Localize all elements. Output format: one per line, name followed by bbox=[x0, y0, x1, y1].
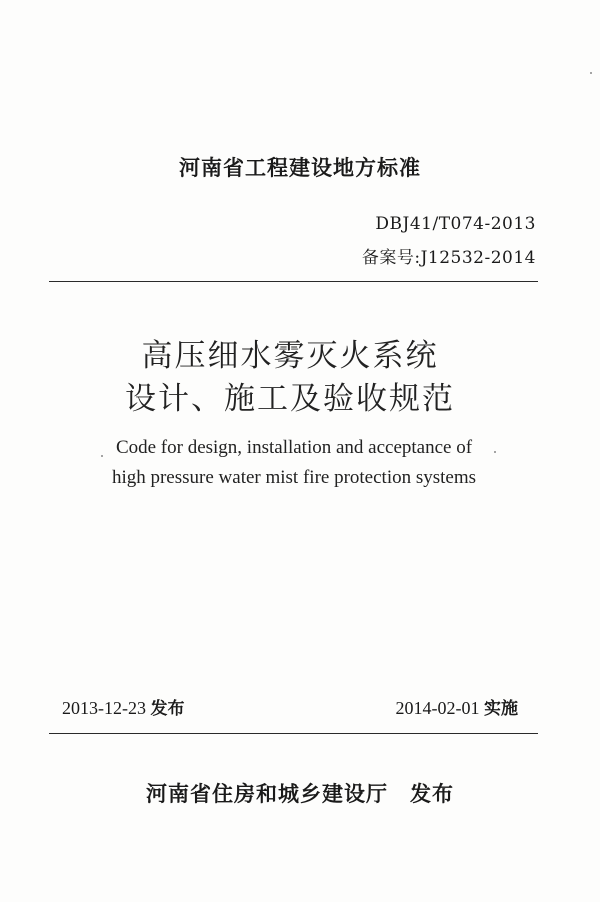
implement-date: 2014-02-01 bbox=[395, 698, 480, 718]
publisher-name: 河南省住房和城乡建设厅 bbox=[146, 782, 388, 806]
standard-number: DBJ41/T074-2013 bbox=[375, 214, 536, 234]
issue-date: 2013-12-23 bbox=[62, 698, 146, 718]
implement-label: 实施 bbox=[484, 699, 518, 719]
title-cn-line1: 高压细水雾灭火系统 bbox=[141, 338, 439, 374]
title-cn-line2: 设计、施工及验收规范 bbox=[125, 381, 455, 417]
publisher-line bbox=[0, 778, 600, 808]
implement-date-block bbox=[396, 694, 519, 719]
scan-speck bbox=[101, 455, 103, 457]
scan-speck bbox=[590, 72, 592, 74]
title-en-line2: high pressure water mist fire protection systems bbox=[111, 467, 477, 488]
title-en-line1: Code for design, installation and acceptance of bbox=[115, 437, 473, 458]
record-number: 备案号:J12532-2014 bbox=[361, 248, 536, 268]
issue-label: 发布 bbox=[150, 699, 185, 719]
publisher-action: 发布 bbox=[410, 782, 454, 806]
bottom-divider bbox=[49, 733, 538, 734]
scan-speck bbox=[494, 451, 496, 453]
issue-date-block bbox=[62, 694, 185, 719]
top-divider bbox=[49, 281, 538, 282]
series-title: 河南省工程建设地方标准 bbox=[179, 156, 421, 180]
